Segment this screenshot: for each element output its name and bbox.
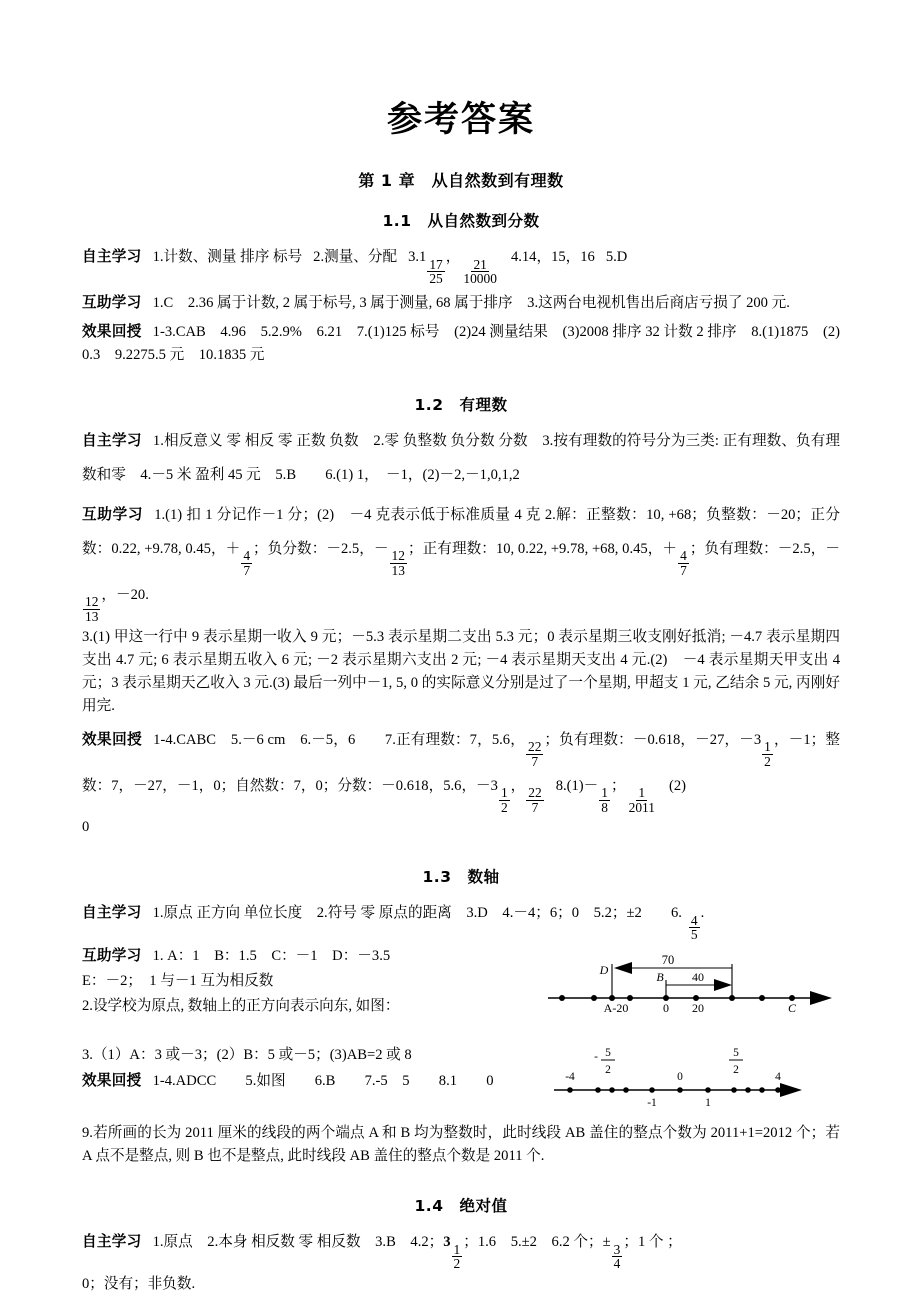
s14-ss-d: 0；没有；非负数. xyxy=(82,1276,196,1293)
s12-fb-h: 0 xyxy=(82,819,90,836)
section-title-1-4: 1.4 绝对值 xyxy=(414,1197,508,1216)
s13-mu-3: 2.设学校为原点, 数轴上的正方向表示向东, 如图： xyxy=(82,998,400,1015)
label-self-study-2: 自主学习 xyxy=(82,432,142,450)
fraction-numerator-5-left: 5 xyxy=(605,1047,611,1060)
s11-ss-c: 3.1 xyxy=(408,249,427,266)
tick-label-minus-one: -1 xyxy=(647,1097,657,1110)
s12-fb-sign: － xyxy=(583,777,599,794)
dimension-label-70: 70 xyxy=(661,953,675,968)
tick-label-minus-4: -4 xyxy=(565,1071,575,1084)
tick-label-0: 0 xyxy=(663,1001,669,1016)
s13-mu-4: 3.（1）A：3 或－3；(2）B：5 或－5；(3)AB=2 或 8 xyxy=(82,1047,412,1064)
fraction-12-13-a: $\frac{12}{13}$ xyxy=(391,548,405,579)
fraction-22-7-a: $\frac{22}{7}$ xyxy=(528,739,542,769)
s11-ss-d: 4.14，15，16 xyxy=(510,249,595,266)
tick-label-zero: 0 xyxy=(677,1071,683,1084)
s13-mu-1: 1. A：1 B：1.5 C：－1 D：－3.5 xyxy=(152,948,391,965)
section-1-2-feedback xyxy=(82,718,840,815)
fraction-3-4: $\frac{3}{4}$ xyxy=(613,1241,621,1272)
s13-ss-end: . xyxy=(700,905,705,922)
s12-fb-a: 1-4.CABC 5.－6 cm 6.－5，6 7.正有理数：7，5.6， xyxy=(153,731,525,748)
section-1-3-mutual-line4 xyxy=(82,1018,534,1067)
s12-mu-a: 1.(1) 扣 1 分记作－1 分；(2) －4 克表示低于标准质量 4 克 2.解：正整数：10, +68；负整数：－20；正分数：0.22, +9.78, 0.45， xyxy=(82,506,840,558)
s11-ss-a: 1.计数、测量 排序 标号 xyxy=(152,249,303,266)
chapter-title: 第 1 章 从自然数到有理数 xyxy=(358,171,564,191)
tick-label-20: 20 xyxy=(692,1001,704,1016)
s12-mu-e: ，－20. xyxy=(101,586,149,603)
fraction-4-5: $\frac{4}{5}$ xyxy=(690,912,698,943)
section-1-2-self-study xyxy=(82,419,840,493)
label-feedback: 效果回授 xyxy=(82,323,142,341)
point-label-C: C xyxy=(787,1001,797,1016)
fraction-4-7-b: $\frac{4}{7}$ xyxy=(680,548,687,579)
section-1-3-mutual-with-figures xyxy=(82,942,840,1118)
fraction-denominator-2-left: 2 xyxy=(605,1064,611,1077)
label-self-study: 自主学习 xyxy=(82,248,142,266)
section-1-3-mutual-line2 xyxy=(82,968,534,993)
s14-ss-c: ；1 个 ； xyxy=(623,1234,682,1251)
mixed-number-minus-3-1-2-a: －3 $\frac{1}{2}$ xyxy=(739,731,771,769)
tick-label-one: 1 xyxy=(705,1097,711,1110)
section-1-4-self-study xyxy=(82,1220,840,1271)
fraction-12-13-b: $\frac{12}{13}$ xyxy=(85,594,99,624)
dimension-label-40: 40 xyxy=(692,970,704,985)
section-1-3-feedback xyxy=(82,1067,534,1093)
s12-fb-b: ；负有理数：－0.618，－27， xyxy=(544,731,740,748)
tick-label-A-minus-20: A-20 xyxy=(603,1001,629,1016)
s12-mu-d: ；负有理数：－2.5， xyxy=(689,541,826,558)
fraction-21-10000: $\frac{21}{10000}$ xyxy=(463,256,497,287)
section-title-1-1: 1.1 从自然数到分数 xyxy=(382,212,540,231)
section-1-4-self-study-tail xyxy=(82,1271,840,1296)
point-label-B: B xyxy=(656,970,664,985)
section-1-1-feedback xyxy=(82,315,840,367)
s11-comma: ， xyxy=(445,249,461,266)
s12-ss-line1: 1.相反意义 零 相反 零 正数 负数 2.零 负整数 负分数 分数 3.按有理数的符号分为三类: xyxy=(152,433,719,450)
s14-ss-b: ；1.6 5.±2 6.2 个；± xyxy=(463,1234,611,1251)
s11-mutual-text: 1.C 2.36 属于计数, 2 属于标号, 3 属于测量, 68 属于排序 3.这两台电视机售出后商店亏损了 200 元. xyxy=(152,295,790,312)
section-1-2-mutual-study-part2 xyxy=(82,624,840,718)
label-feedback-2: 效果回授 xyxy=(82,730,143,748)
section-title-1-3: 1.3 数轴 xyxy=(422,868,500,887)
page-content xyxy=(82,0,840,1296)
section-1-1-mutual-study xyxy=(82,286,840,315)
s13-ss-a: 1.原点 正方向 单位长度 2.符号 零 原点的距离 3.D 4.－4；6；0 5.2；±2 6. xyxy=(152,905,682,922)
s12-ss-line2: 正有理数、负有理数和零 4.－5 米 盈利 45 元 5.B 6.(1) 1， －1，(2)－2,－1,0,1,2 xyxy=(82,433,840,484)
s13-note: 9.若所画的长为 2011 厘米的线段的两个端点 A 和 B 均为整数时，此时线段 AB 盖住的整点个数为 2011+1=2012 个；若 A 点不是整点, 则 B 也不是整点, 此时线段 AB 盖住的整点个数是 2011 个. xyxy=(82,1125,840,1165)
s11-ss-b: 2.测量、分配 xyxy=(313,249,398,266)
mixed-number-3-1-2: 3 $\frac{1}{2}$ xyxy=(443,1234,461,1272)
s12-fb-e: 8.(1) xyxy=(555,777,584,794)
section-1-3-note xyxy=(82,1118,840,1168)
fraction-1-2011: $\frac{1}{2011}$ xyxy=(628,784,655,815)
fraction-4-7-a: $\frac{4}{7}$ xyxy=(243,548,251,579)
number-line-figure-2 xyxy=(540,1038,840,1118)
fraction-22-7-b: $\frac{22}{7}$ xyxy=(528,784,542,815)
section-1-3-mutual-line3 xyxy=(82,993,534,1018)
label-feedback-3: 效果回授 xyxy=(82,1072,142,1090)
document-title: 参考答案 xyxy=(386,100,535,140)
s11-feedback-text: 1-3.CAB 4.96 5.2.9% 6.21 7.(1)125 标号 (2)24 测量结果 (3)2008 排序 32 计数 2 排序 8.(1)1875 (2)0.3 9.2275.5 元 10.1835 元 xyxy=(82,324,841,364)
tick-label-four: 4 xyxy=(775,1071,781,1084)
label-self-study-4: 自主学习 xyxy=(82,1233,142,1251)
fraction-17-25: $\frac{17}{25}$ xyxy=(429,256,443,287)
s12-mu-p2: 3.(1) 甲这一行中 9 表示星期一收入 9 元；－5.3 表示星期二支出 5.3 元；0 表示星期三收支刚好抵消; －4.7 表示星期四支出 4.7 元; 6 表示星期五收入 6 元; －2 表示星期六支出 2 元; －4 表示星期天支出 4 元.(2) －4 表示星期天甲支出 4 元；3 表示星期天乙收入 3 元.(3) 最后一列中－1, 5, 0 的实际意义分别是过了一个星期, 甲超支 1 元, 乙结余 5 元, 丙刚好用完. xyxy=(82,628,840,714)
fraction-denominator-2-right: 2 xyxy=(733,1064,739,1077)
label-mutual-study-3: 互助学习 xyxy=(82,947,142,965)
mixed-number-minus-3-1-2-b: －3 $\frac{1}{2}$ xyxy=(476,777,508,815)
s12-fb-d: ， xyxy=(510,777,526,794)
point-label-D: D xyxy=(599,963,609,978)
s11-ss-e: 5.D xyxy=(605,249,628,266)
fraction-sign-minus-5-2: - xyxy=(594,1051,598,1064)
section-1-3-self-study xyxy=(82,891,840,942)
s14-ss-a: 1.原点 2.本身 相反数 零 相反数 3.B 4.2； xyxy=(152,1234,444,1251)
section-1-1-self-study xyxy=(82,235,840,286)
section-1-2-mutual-study-part1: 互助学习 1.(1) 扣 1 分记作－1 分；(2) －4 克表示低于标准质量 4 克 2.解：正整数：10, +68；负整数：－20；正分数：0.22, +9.78, 0.45，＋ $\frac{4}{7}$ ；负分数：－2.5，－ $\frac{12}{13}$ ；正有理数：10, 0.22, +9.78, +68, 0.45，＋ $\frac{4}{7}$ ；负有理数：－2.5，－ $\frac{12}{13}$ ，－20. xyxy=(82,505,840,624)
s12-mu-b: ；负分数：－2.5， xyxy=(253,541,374,558)
section-1-3-figure-column xyxy=(540,942,840,1118)
label-mutual-study-2: 互助学习 xyxy=(82,505,144,523)
s12-fb-c: ，－1；整数：7，－27，－1，0；自然数：7，0；分数：－0.618，5.6， xyxy=(82,731,841,794)
label-self-study-3: 自主学习 xyxy=(82,904,142,922)
fraction-numerator-5-right: 5 xyxy=(733,1047,739,1060)
s13-fb: 1-4.ADCC 5.如图 6.B 7.-5 5 8.1 0 xyxy=(152,1073,494,1090)
label-mutual-study: 互助学习 xyxy=(82,294,142,312)
s12-fb-f: ； xyxy=(611,777,626,794)
section-1-3-mutual-line1 xyxy=(82,942,534,968)
s12-mu-c: ；正有理数：10, 0.22, +9.78, +68, 0.45， xyxy=(407,541,663,558)
section-1-2-feedback-tail xyxy=(82,814,840,839)
section-1-3-mutual-text-column xyxy=(82,942,534,1093)
number-line-figure-1 xyxy=(540,944,840,1022)
section-title-1-2: 1.2 有理数 xyxy=(414,396,508,415)
fraction-1-8: $\frac{1}{8}$ xyxy=(601,784,608,815)
s13-mu-2: E：－2； 1 与－1 互为相反数 xyxy=(82,973,274,990)
s12-fb-g: (2) xyxy=(668,777,686,794)
